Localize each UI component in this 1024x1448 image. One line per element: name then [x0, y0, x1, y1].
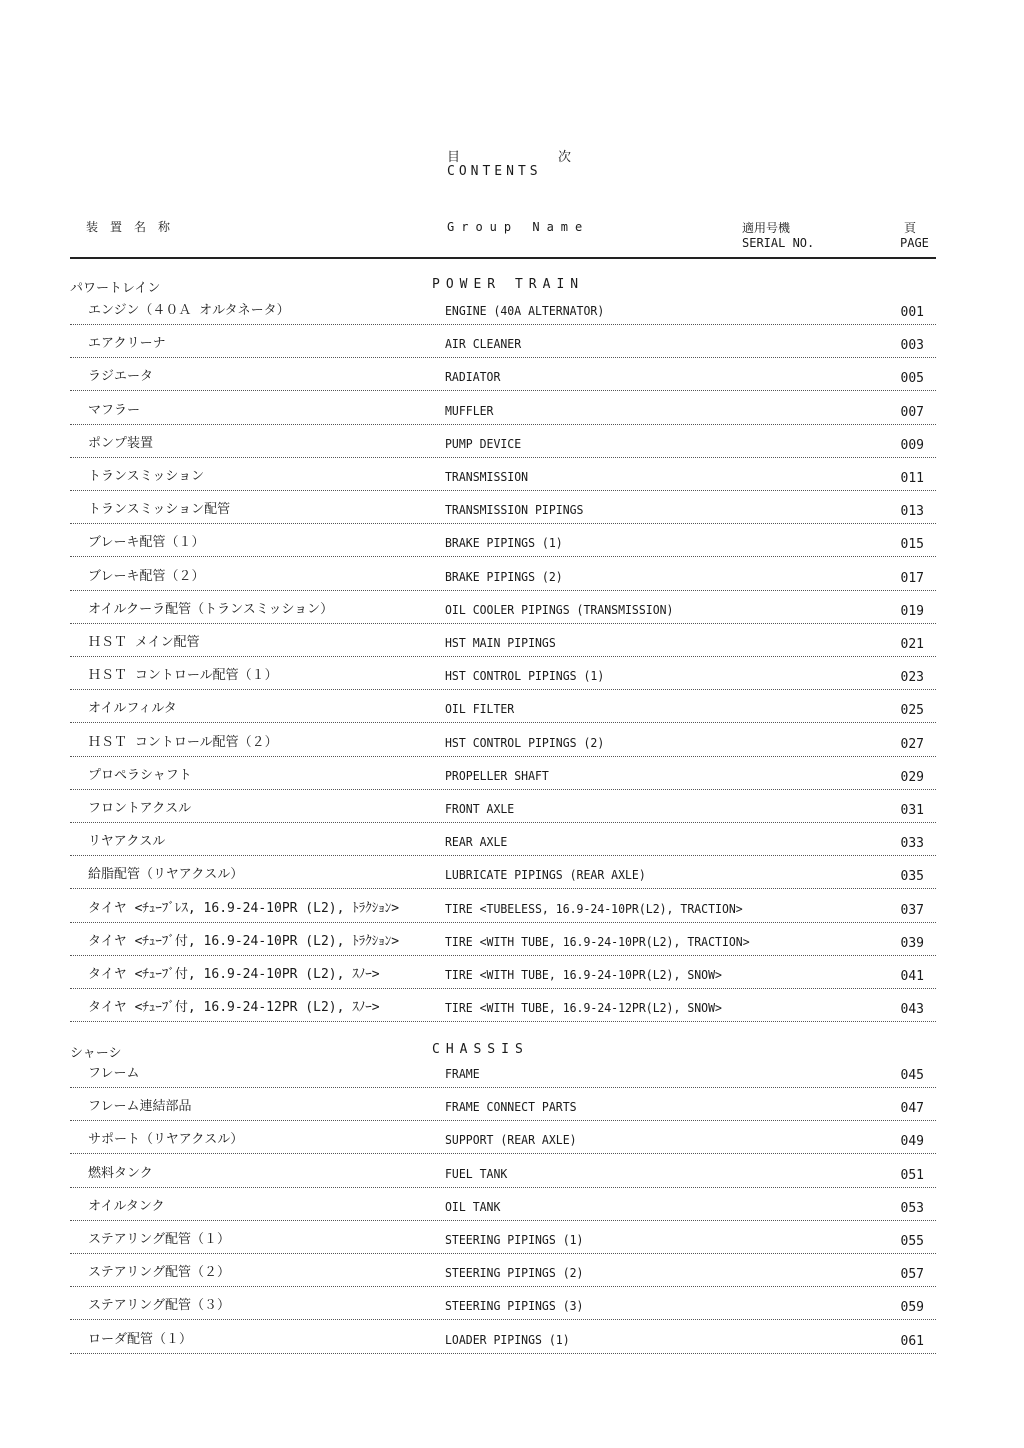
toc-item-english: RADIATOR — [445, 369, 501, 385]
toc-item-english: FUEL TANK — [445, 1165, 508, 1181]
header-page-jp: 頁 — [904, 221, 917, 235]
toc-item-page: 025 — [900, 703, 924, 719]
toc-row[interactable] — [70, 291, 936, 325]
toc-item-page: 017 — [900, 570, 924, 586]
toc-item-english: OIL COOLER PIPINGS (TRANSMISSION) — [445, 601, 674, 617]
toc-item-english: AIR CLEANER — [445, 336, 522, 352]
header-serial-en: SERIAL NO. — [742, 236, 815, 250]
toc-item-japanese: ＨＳＴ コントロール配管（１） — [88, 668, 278, 684]
toc-item-english: FRONT AXLE — [445, 801, 515, 816]
toc-item-japanese: ステアリング配管（２） — [88, 1265, 230, 1281]
toc-item-page: 057 — [900, 1267, 924, 1283]
toc-item-english: TIRE <WITH TUBE, 16.9-24-10PR(L2), SNOW> — [445, 967, 722, 982]
toc-row[interactable] — [70, 988, 936, 1022]
toc-row[interactable] — [70, 324, 936, 358]
toc-item-page: 013 — [900, 504, 924, 520]
toc-item-english: TIRE <WITH TUBE, 16.9-24-12PR(L2), SNOW> — [445, 1000, 722, 1016]
section-title-jp: シャーシ — [70, 1046, 122, 1061]
toc-item-english: STEERING PIPINGS (3) — [445, 1298, 584, 1314]
toc-item-page: 041 — [900, 969, 924, 984]
toc-item-japanese: ステアリング配管（３） — [88, 1298, 230, 1314]
toc-row[interactable] — [70, 1120, 936, 1154]
toc-row[interactable] — [70, 391, 936, 425]
toc-item-page: 049 — [900, 1134, 924, 1150]
toc-item-english: PROPELLER SHAFT — [445, 767, 549, 783]
toc-row[interactable] — [70, 1154, 936, 1188]
toc-item-japanese: タイヤ <ﾁｭｰﾌﾞﾚｽ, 16.9-24-10PR (L2), ﾄﾗｸｼｮﾝ> — [88, 900, 400, 916]
toc-item-page: 029 — [900, 769, 924, 785]
toc-item-japanese: ブレーキ配管（２） — [88, 568, 205, 584]
toc-item-english: BRAKE PIPINGS (2) — [445, 568, 563, 584]
toc-row[interactable] — [70, 855, 936, 889]
toc-item-english: TRANSMISSION PIPINGS — [445, 502, 584, 518]
toc-row[interactable] — [70, 756, 936, 790]
toc-item-page: 059 — [900, 1300, 924, 1316]
toc-row[interactable] — [70, 523, 936, 557]
toc-item-english: HST CONTROL PIPINGS (2) — [445, 734, 605, 750]
toc-item-japanese: ＨＳＴ メイン配管 — [88, 635, 200, 650]
toc-row[interactable] — [70, 689, 936, 723]
toc-item-english: MUFFLER — [445, 402, 494, 418]
toc-item-english: LUBRICATE PIPINGS (REAR AXLE) — [445, 867, 646, 883]
toc-item-page: 001 — [900, 305, 924, 320]
section-title-en: CHASSIS — [432, 1042, 529, 1057]
toc-item-japanese: マフラー — [88, 402, 141, 418]
header-serial-jp: 適用号機 — [742, 221, 791, 235]
toc-item-page: 053 — [900, 1200, 924, 1216]
toc-item-page: 023 — [900, 670, 924, 686]
toc-item-english: OIL FILTER — [445, 701, 515, 717]
toc-row[interactable] — [70, 1087, 936, 1121]
toc-item-page: 021 — [900, 637, 924, 652]
toc-item-japanese: ラジエータ — [88, 369, 154, 385]
toc-item-japanese: タイヤ <ﾁｭｰﾌﾞ付, 16.9-24-10PR (L2), ｽﾉｰ> — [88, 967, 380, 982]
title-english: CONTENTS — [447, 164, 542, 179]
toc-item-japanese: タイヤ <ﾁｭｰﾌﾞ付, 16.9-24-10PR (L2), ﾄﾗｸｼｮﾝ> — [88, 933, 400, 949]
toc-item-english: ENGINE (40A ALTERNATOR) — [445, 303, 605, 318]
toc-item-page: 007 — [900, 404, 924, 420]
toc-item-japanese: フロントアクスル — [88, 801, 192, 816]
toc-row[interactable] — [70, 822, 936, 856]
toc-item-english: TIRE <TUBELESS, 16.9-24-10PR(L2), TRACTION> — [445, 900, 743, 916]
toc-item-english: HST CONTROL PIPINGS (1) — [445, 668, 605, 684]
toc-row[interactable] — [70, 457, 936, 491]
toc-item-japanese: オイルフィルタ — [88, 701, 177, 717]
toc-row[interactable] — [70, 590, 936, 624]
toc-item-japanese: サポート（リヤアクスル） — [88, 1132, 244, 1148]
toc-row[interactable] — [70, 955, 936, 989]
header-japanese-name: 装置名称 — [86, 220, 183, 234]
toc-item-japanese: 給脂配管（リヤアクスル） — [88, 867, 244, 883]
toc-item-page: 009 — [900, 437, 924, 453]
toc-item-english: STEERING PIPINGS (1) — [445, 1232, 584, 1247]
toc-row[interactable] — [70, 1187, 936, 1221]
header-group-name: Group Name — [447, 220, 590, 234]
toc-item-page: 045 — [900, 1068, 924, 1083]
toc-item-japanese: タイヤ <ﾁｭｰﾌﾞ付, 16.9-24-12PR (L2), ｽﾉｰ> — [88, 1000, 380, 1016]
toc-item-english: FRAME CONNECT PARTS — [445, 1099, 577, 1115]
toc-item-japanese: オイルタンク — [88, 1198, 165, 1214]
toc-row[interactable] — [70, 789, 936, 823]
toc-item-page: 055 — [900, 1234, 924, 1249]
toc-item-page: 037 — [900, 902, 924, 918]
toc-item-page: 033 — [900, 836, 924, 852]
toc-item-japanese: ブレーキ配管（１） — [88, 535, 205, 551]
toc-item-japanese: ステアリング配管（１） — [88, 1232, 230, 1247]
toc-item-page: 027 — [900, 736, 924, 752]
toc-item-english: SUPPORT (REAR AXLE) — [445, 1132, 577, 1148]
toc-row[interactable] — [70, 889, 936, 923]
toc-row[interactable] — [70, 1253, 936, 1287]
toc-item-japanese: プロペラシャフト — [88, 767, 192, 783]
toc-item-page: 003 — [900, 338, 924, 354]
toc-item-japanese: フレーム — [88, 1066, 140, 1081]
toc-item-english: FRAME — [445, 1066, 480, 1081]
toc-item-page: 035 — [900, 869, 924, 885]
toc-item-page: 051 — [900, 1167, 924, 1183]
toc-item-japanese: リヤアクスル — [88, 834, 166, 850]
toc-item-japanese: ポンプ装置 — [88, 435, 154, 451]
header-page — [900, 221, 929, 251]
toc-item-page: 061 — [900, 1333, 924, 1349]
toc-item-page: 043 — [900, 1002, 924, 1018]
header-page-en: PAGE — [900, 236, 929, 250]
toc-item-page: 005 — [900, 371, 924, 387]
toc-item-english: REAR AXLE — [445, 834, 508, 850]
toc-item-japanese: フレーム連結部品 — [88, 1099, 192, 1115]
title-japanese: 目次 — [447, 150, 670, 165]
toc-row[interactable] — [70, 557, 936, 591]
toc-row[interactable] — [70, 723, 936, 757]
toc-item-english: BRAKE PIPINGS (1) — [445, 535, 563, 551]
toc-item-english: LOADER PIPINGS (1) — [445, 1331, 570, 1347]
toc-item-english: STEERING PIPINGS (2) — [445, 1265, 584, 1281]
toc-item-japanese: エアクリーナ — [88, 336, 166, 352]
toc-row[interactable] — [70, 1286, 936, 1320]
toc-row[interactable] — [70, 1320, 936, 1354]
toc-item-page: 047 — [900, 1101, 924, 1117]
toc-item-japanese: オイルクーラ配管（トランスミッション） — [88, 601, 334, 617]
toc-item-japanese: トランスミッション — [88, 469, 205, 484]
toc-item-english: PUMP DEVICE — [445, 435, 522, 451]
toc-row[interactable] — [70, 623, 936, 657]
toc-item-english: OIL TANK — [445, 1198, 501, 1214]
section-title-jp: パワートレイン — [70, 281, 161, 296]
toc-item-japanese: ＨＳＴ コントロール配管（２） — [88, 734, 278, 750]
toc-row[interactable] — [70, 1220, 936, 1254]
toc-item-japanese: エンジン（４０Ａ オルタネータ） — [88, 303, 290, 318]
toc-item-japanese: トランスミッション配管 — [88, 502, 231, 518]
toc-row[interactable] — [70, 1054, 936, 1088]
toc-item-page: 019 — [900, 603, 924, 619]
toc-item-english: HST MAIN PIPINGS — [445, 635, 556, 650]
header-serial — [742, 221, 814, 251]
toc-item-japanese: ローダ配管（１） — [88, 1331, 193, 1347]
toc-row[interactable] — [70, 490, 936, 524]
toc-item-english: TRANSMISSION — [445, 469, 529, 484]
toc-row[interactable] — [70, 922, 936, 956]
toc-item-page: 039 — [900, 935, 924, 951]
section-title-en: POWER TRAIN — [432, 277, 585, 292]
toc-item-page: 011 — [900, 471, 924, 486]
toc-row[interactable] — [70, 424, 936, 458]
toc-row[interactable] — [70, 357, 936, 391]
toc-row[interactable] — [70, 656, 936, 690]
header-divider — [70, 257, 936, 259]
toc-item-page: 015 — [900, 537, 924, 553]
toc-item-english: TIRE <WITH TUBE, 16.9-24-10PR(L2), TRACTION> — [445, 933, 750, 949]
toc-item-japanese: 燃料タンク — [88, 1165, 153, 1181]
toc-item-page: 031 — [900, 803, 924, 818]
